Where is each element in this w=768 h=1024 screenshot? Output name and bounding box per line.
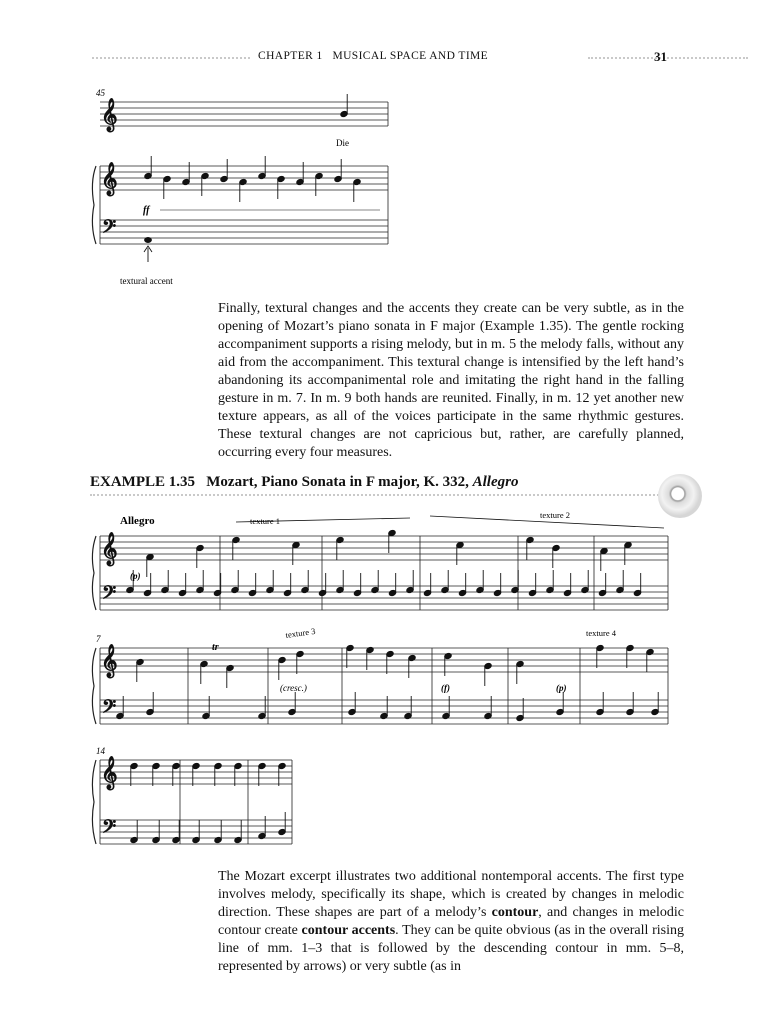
treble-clef: 𝄞 xyxy=(101,98,118,131)
example-title: Mozart, Piano Sonata in F major, K. 332, xyxy=(206,474,469,490)
bass-clef: 𝄢 xyxy=(102,697,117,722)
term-contour: contour xyxy=(491,905,539,920)
trill-mark: tr xyxy=(212,642,219,653)
tempo-allegro: Allegro xyxy=(120,515,155,527)
example-caption xyxy=(90,474,518,491)
audio-cd-icon[interactable] xyxy=(658,474,702,518)
paragraph-textural-changes: Finally, textural changes and the accents they create can be very subtle, as in the opening of Mozart’s piano sonata in F major (Example 1.35). The gentle rocking accompaniment supports a rising melody, but in m. 5 the melody falls, without any aid from the accompaniment. This textural change is intensified by the left hand’s abandoning its accompanimental role and imitating the right hand in the falling gesture in m. 7. In m. 9 both hands are reunited. Finally, in m. 12 yet another new texture appears, as all of the voices participate in the same rhythmic gestures. These textural changes are not capricious but, rather, are carefully planned, occurring every four measures. xyxy=(218,301,684,460)
treble-clef: 𝄞 xyxy=(101,644,118,677)
bass-clef: 𝄢 xyxy=(102,817,117,842)
measure-number-45: 45 xyxy=(96,88,105,98)
texture-2-label: texture 2 xyxy=(540,510,570,520)
treble-clef: 𝄞 xyxy=(101,162,118,195)
accent-arrow xyxy=(144,246,152,262)
brace-1 xyxy=(92,536,96,610)
term-contour-accents: contour accents xyxy=(301,923,396,938)
chapter-title: CHAPTER 1 MUSICAL SPACE AND TIME xyxy=(258,50,489,62)
example-tempo: Allegro xyxy=(472,474,519,490)
para2-text-e: . They can be quite obvious (as in the overall rising line of mm. 1–3 that is followed by the descending contour in mm. 5–8, represented by arrows) or very subtle (as in xyxy=(218,923,684,974)
example-label: EXAMPLE 1.35 xyxy=(90,474,195,490)
lyric-die: Die xyxy=(336,138,349,148)
dynamic-cresc: (cresc.) xyxy=(280,683,307,693)
treble-clef: 𝄞 xyxy=(101,532,118,565)
dynamic-f: (f) xyxy=(441,683,450,693)
piano-brace xyxy=(92,166,96,244)
dynamic-p-2: (p) xyxy=(556,683,567,693)
treble-clef: 𝄞 xyxy=(101,756,118,789)
texture-3-label: texture 3 xyxy=(284,625,316,640)
brace-3 xyxy=(92,760,96,844)
measure-number-7: 7 xyxy=(96,634,101,644)
measure-number-14: 14 xyxy=(96,746,105,756)
texture-4-label: texture 4 xyxy=(586,628,616,638)
whole-note-bass xyxy=(145,238,152,243)
dynamic-p: (p) xyxy=(130,571,141,581)
bass-clef: 𝄢 xyxy=(102,217,117,242)
brace-2 xyxy=(92,648,96,724)
example-rule xyxy=(90,494,662,496)
bass-clef: 𝄢 xyxy=(102,583,117,608)
textural-accent-label: textural accent xyxy=(120,276,173,286)
page-number: 31 xyxy=(654,49,667,64)
para2-text-c: , and changes in melodic contour create xyxy=(218,905,684,938)
dynamic-ff: ff xyxy=(143,205,150,216)
para2-text-a: The Mozart excerpt illustrates two additional nontemporal accents. The first type involves melody, specifically its shape, which is created by changes in melodic direction. These shapes are part of a melody’s xyxy=(218,869,684,920)
paragraph-contour-accents xyxy=(218,868,684,976)
texture-1-label: texture 1 xyxy=(250,516,280,526)
